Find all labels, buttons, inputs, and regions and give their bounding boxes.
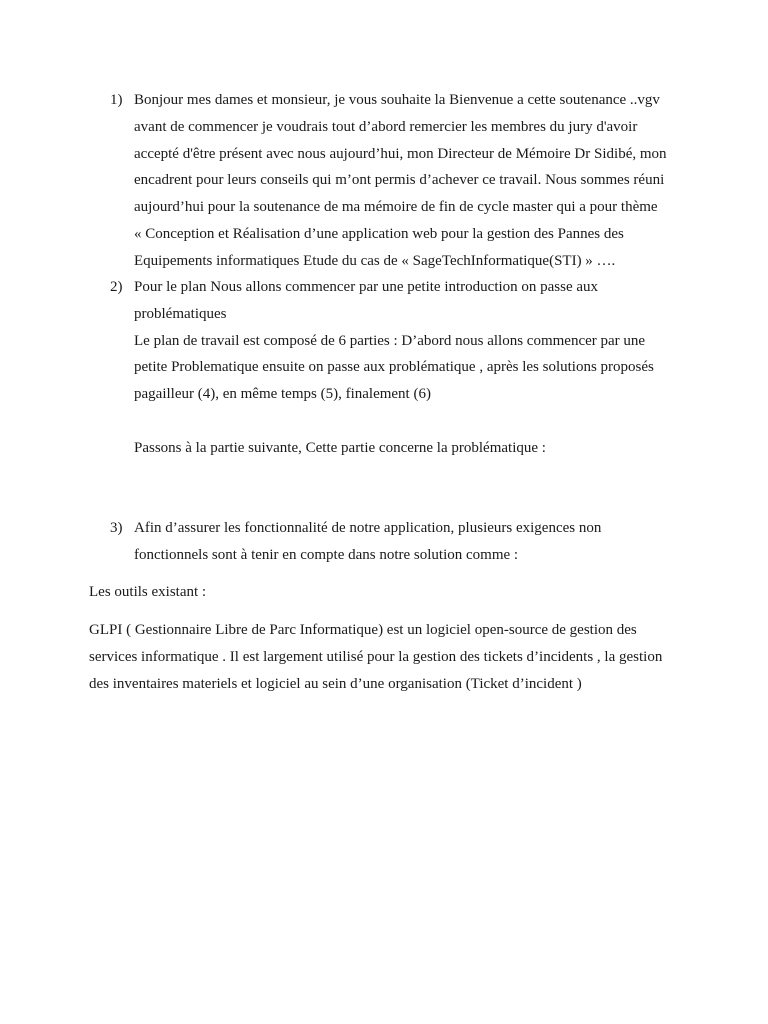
list-number: 2): [110, 279, 123, 295]
list-item-line: Bonjour mes dames et monsieur, je vous souhaite la Bienvenue a cette soutenance ..vgv: [134, 92, 660, 108]
list-item-line: petite Problematique ensuite on passe aux problématique , après les solutions proposés: [134, 359, 654, 376]
list-item-line: problématiques: [134, 305, 227, 322]
list-item-line: Equipements informatiques Etude du cas de « SageTechInformatique(STI) » ….: [134, 252, 616, 269]
list-item-line: pagailleur (4), en même temps (5), finalement (6): [134, 386, 431, 403]
paragraph-line: services informatique . Il est largement utilisé pour la gestion des tickets d’incidents , la gestion: [89, 648, 663, 665]
list-item-line: Pour le plan Nous allons commencer par une petite introduction on passe aux: [134, 279, 599, 295]
list-item-line: avant de commencer je voudrais tout d’abord remercier les membres du jury d'avoir: [134, 118, 638, 135]
list-item-line: Afin d’assurer les fonctionnalité de notre application, plusieurs exigences non: [134, 520, 602, 536]
list-item-line: accepté d'être présent avec nous aujourd’hui, mon Directeur de Mémoire Dr Sidibé, mon: [134, 145, 667, 162]
list-number: 1): [110, 92, 123, 108]
paragraph-line: des inventaires materiels et logiciel au sein d’une organisation (Ticket d’incident ): [89, 675, 582, 692]
list-item-line: fonctionnels sont à tenir en compte dans notre solution comme :: [134, 546, 519, 563]
list-item-line: Passons à la partie suivante, Cette partie concerne la problématique :: [134, 439, 546, 456]
list-item-line: encadrent pour leurs conseils qui m’ont permis d’achever ce travail. Nous sommes réuni: [134, 172, 665, 189]
paragraph-line: GLPI ( Gestionnaire Libre de Parc Informatique) est un logiciel open-source de gestion des: [89, 622, 637, 638]
list-item-line: Le plan de travail est composé de 6 parties : D’abord nous allons commencer par une: [134, 332, 646, 349]
list-item-line: aujourd’hui pour la soutenance de ma mémoire de fin de cycle master qui a pour thème: [134, 199, 658, 216]
list-item-line: « Conception et Réalisation d’une application web pour la gestion des Pannes des: [134, 226, 624, 242]
list-number: 3): [110, 520, 123, 536]
section-heading-outils: Les outils existant :: [89, 584, 207, 600]
